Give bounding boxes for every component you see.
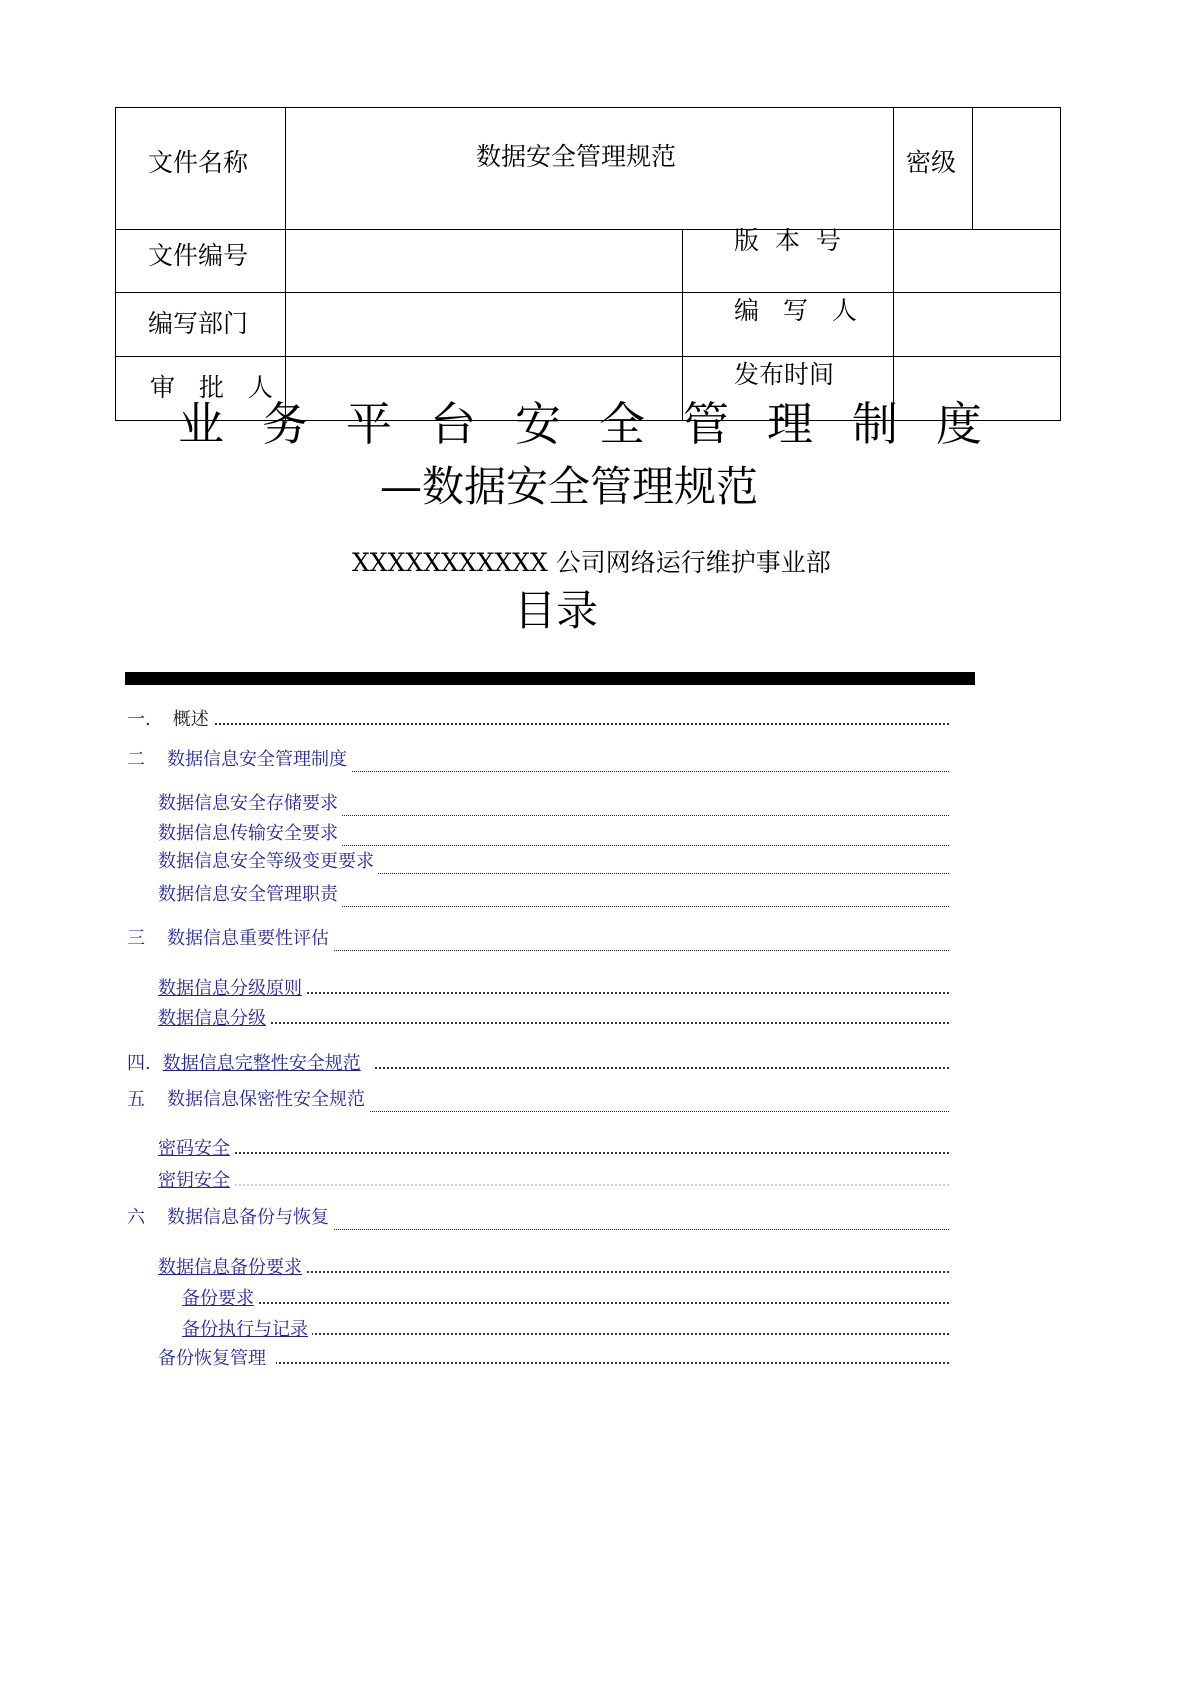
- dept-label: 编写部门: [148, 309, 249, 338]
- publish-time-label: 发布时间: [734, 360, 835, 389]
- toc-leader: [127, 723, 949, 725]
- department-name: XXXXXXXXXXX 公司网络运行维护事业部: [352, 548, 831, 577]
- toc-entry-responsibility[interactable]: [158, 883, 949, 911]
- toc-label: 数据信息安全存储要求: [158, 793, 338, 814]
- main-title-char: 理: [767, 397, 813, 451]
- toc-leader: [168, 1302, 949, 1304]
- toc-leader: [147, 1184, 949, 1186]
- heading-divider: [125, 672, 975, 685]
- author-label: 编 写 人: [734, 296, 865, 325]
- toc-entry-classification[interactable]: [147, 1007, 949, 1035]
- toc-number: 二: [127, 749, 145, 770]
- toc-label: 密钥安全: [158, 1170, 230, 1191]
- toc-entry-section-2[interactable]: [127, 748, 949, 776]
- file-name-label: 文件名称: [148, 148, 249, 177]
- toc-label: 数据信息分级原则: [158, 978, 302, 999]
- toc-label: 数据信息备份要求: [158, 1257, 302, 1278]
- toc-number: 五: [127, 1089, 145, 1110]
- toc-label: 数据信息安全管理职责: [158, 884, 338, 905]
- toc-entry-password-security[interactable]: [147, 1137, 949, 1165]
- toc-label: 密码安全: [158, 1138, 230, 1159]
- subtitle: —数据安全管理规范: [380, 462, 759, 511]
- main-title-char: 务: [262, 397, 308, 451]
- toc-label: 数据信息完整性安全规范: [162, 1053, 361, 1074]
- security-level-label: 密级: [906, 148, 957, 177]
- toc-number: 一.: [127, 709, 151, 730]
- main-title-char: 全: [599, 397, 645, 451]
- main-title-char: 平: [346, 397, 392, 451]
- toc-label: 数据信息安全管理制度: [167, 749, 347, 770]
- main-title-char: 台: [430, 397, 476, 451]
- main-title-char: 度: [936, 397, 982, 451]
- toc-entry-storage[interactable]: [158, 792, 949, 820]
- toc-label: 数据信息安全等级变更要求: [158, 851, 374, 872]
- approver-label: 审 批 人: [150, 373, 281, 402]
- toc-number: 三: [127, 928, 145, 949]
- toc-entry-transmission[interactable]: [158, 822, 949, 850]
- toc-entry-backup-requirements[interactable]: [147, 1256, 949, 1284]
- toc-label: 备份执行与记录: [182, 1319, 308, 1340]
- toc-entry-section-6[interactable]: [127, 1206, 949, 1234]
- toc-label: 备份要求: [182, 1288, 254, 1309]
- main-title: [170, 398, 1010, 450]
- main-title-char: 管: [683, 397, 729, 451]
- toc-entry-classification-principles[interactable]: [147, 977, 949, 1005]
- toc-entry-key-security[interactable]: [147, 1169, 949, 1197]
- toc-entry-backup-recovery[interactable]: [158, 1347, 949, 1375]
- toc-entry-backup-execution[interactable]: [168, 1318, 949, 1346]
- toc-label: 概述: [172, 709, 209, 730]
- main-title-char: 安: [515, 397, 561, 451]
- toc-heading: 目录: [514, 586, 599, 635]
- toc-label: 数据信息备份与恢复: [167, 1207, 329, 1228]
- toc-leader: [158, 1362, 949, 1364]
- toc-number: 六: [127, 1207, 145, 1228]
- toc-entry-level-change[interactable]: [158, 850, 949, 878]
- toc-entry-section-3[interactable]: [127, 927, 949, 955]
- version-label: 版 本 号: [734, 226, 845, 255]
- toc-entry-overview[interactable]: [127, 708, 949, 736]
- toc-label: 数据信息分级: [158, 1008, 266, 1029]
- main-title-char: 业: [178, 397, 224, 451]
- toc-number: 四.: [127, 1053, 151, 1074]
- toc-leader: [147, 1152, 949, 1154]
- file-name-value: 数据安全管理规范: [476, 142, 677, 171]
- toc-entry-section-5[interactable]: [127, 1088, 949, 1116]
- toc-label: 备份恢复管理: [158, 1348, 266, 1369]
- toc-label: 数据信息传输安全要求: [158, 823, 338, 844]
- file-number-label: 文件编号: [148, 241, 249, 270]
- toc-label: 数据信息重要性评估: [167, 928, 329, 949]
- toc-entry-backup-req[interactable]: [168, 1287, 949, 1315]
- toc-label: 数据信息保密性安全规范: [167, 1089, 365, 1110]
- main-title-char: 制: [852, 397, 898, 451]
- toc-entry-section-4[interactable]: [127, 1052, 949, 1080]
